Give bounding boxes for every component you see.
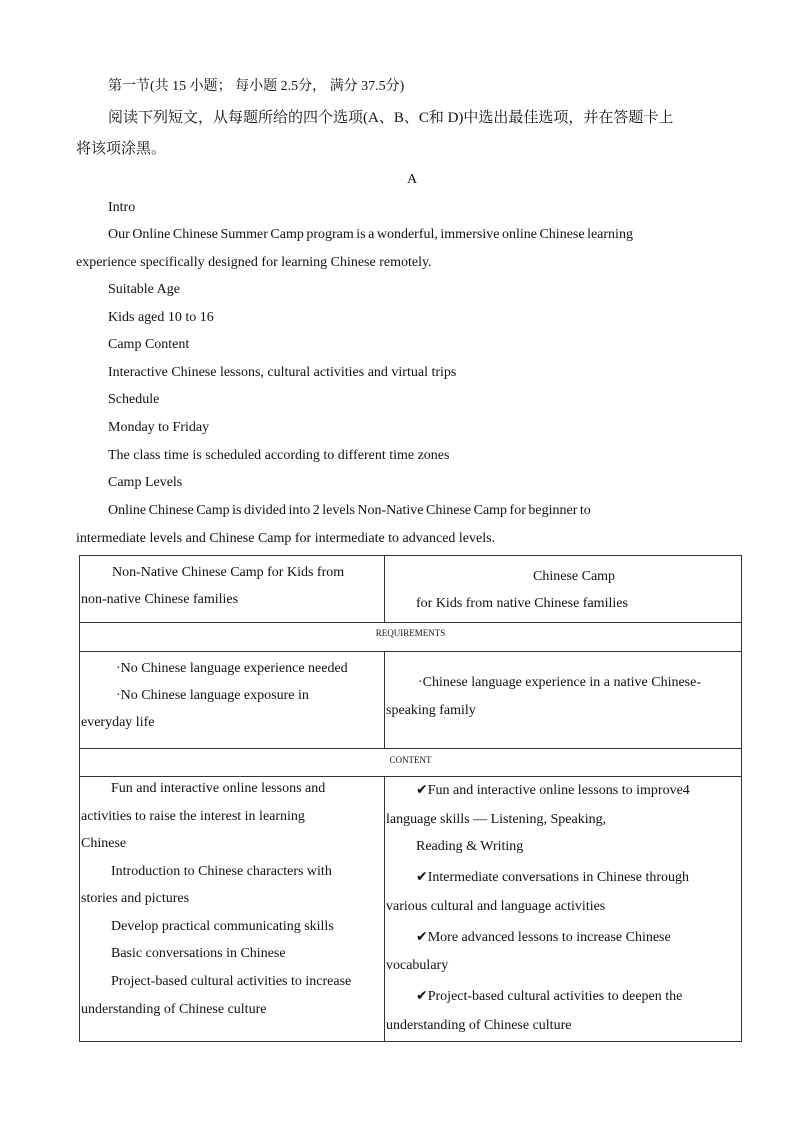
levels-line-1: Online Chinese Camp is divided into 2 levels Non-Native Chinese Camp for beginner to: [108, 503, 591, 518]
col2-header: [385, 556, 742, 622]
content-col2-line-2: language skills — Listening, Speaking,: [386, 812, 607, 827]
intro-line-1: Our Online Chinese Summer Camp program is a wonderful, immersive online Chinese learning: [108, 227, 633, 242]
camp-comparison-table: [79, 555, 742, 1042]
content-col2-line-9: understanding of Chinese culture: [386, 1018, 572, 1033]
content-col1-line-3: Chinese: [81, 836, 127, 851]
content-col1-line-5: stories and pictures: [81, 891, 190, 906]
schedule-heading: Schedule: [108, 392, 160, 407]
content-col2-text-1: Fun and interactive online lessons to improve4: [427, 783, 690, 798]
levels-line-2: intermediate levels and Chinese Camp for intermediate to advanced levels.: [76, 531, 496, 546]
content-col1-line-9: understanding of Chinese culture: [81, 1002, 267, 1017]
content-col2-line-6: [416, 928, 671, 947]
content-col2-line-1: [416, 781, 690, 800]
col1-header-line-1: Non-Native Chinese Camp for Kids from: [112, 565, 345, 580]
age-text: Kids aged 10 to 16: [108, 310, 214, 325]
col1-header: [80, 556, 384, 622]
checkmark-icon: ✔: [416, 869, 428, 885]
content-col1: [80, 777, 384, 1042]
req-col1-line-1: ·No Chinese language experience needed: [116, 661, 348, 676]
content-col1-line-4: Introduction to Chinese characters with: [111, 864, 332, 879]
content-text: Interactive Chinese lessons, cultural activities and virtual trips: [108, 365, 457, 380]
content-col2-text-8: Project-based cultural activities to deepen the: [427, 989, 683, 1004]
col2-header-line-2: for Kids from native Chinese families: [416, 596, 628, 611]
content-col1-line-6: Develop practical communicating skills: [111, 919, 334, 934]
content-col2-line-4: [416, 868, 689, 887]
col1-header-line-2: non-native Chinese families: [81, 592, 239, 607]
intro-line-2: experience specifically designed for learning Chinese remotely.: [76, 255, 432, 270]
col2-header-line-1: Chinese Camp: [533, 569, 616, 584]
requirements-label: REQUIREMENTS: [375, 628, 446, 638]
requirements-col2: [385, 652, 742, 748]
content-col2-line-8: [416, 987, 682, 1006]
req-col1-line-2: ·No Chinese language exposure in: [116, 688, 309, 703]
req-col1-line-3: everyday life: [81, 715, 155, 730]
age-heading: Suitable Age: [108, 282, 180, 297]
content-col2-text-6: More advanced lessons to increase Chinese: [427, 930, 671, 945]
content-col1-line-2: activities to raise the interest in learning: [81, 809, 305, 824]
checkmark-icon: ✔: [416, 929, 428, 945]
requirements-col1: [80, 652, 384, 748]
schedule-note: The class time is scheduled according to different time zones: [108, 448, 450, 463]
instructions-line-2: 将该项涂黑。: [76, 141, 167, 157]
passage-label: A: [407, 172, 418, 187]
intro-heading: Intro: [108, 200, 136, 215]
content-col1-line-8: Project-based cultural activities to increase: [111, 974, 352, 989]
section-header: 第一节(共 15 小题； 每小题 2.5分， 满分 37.5分): [108, 79, 405, 94]
content-col1-line-1: Fun and interactive online lessons and: [111, 781, 326, 796]
req-col2-line-1: ·Chinese language experience in a native Chinese-: [418, 675, 701, 690]
instructions-line-1: 阅读下列短文，从每题所给的四个选项(A、B、C和 D)中选出最佳选项，并在答题卡上: [108, 110, 674, 126]
content-col1-line-7: Basic conversations in Chinese: [111, 946, 286, 961]
levels-heading: Camp Levels: [108, 475, 183, 490]
checkmark-icon: ✔: [416, 782, 428, 798]
content-col2-line-5: various cultural and language activities: [386, 899, 606, 914]
content-col2-text-4: Intermediate conversations in Chinese through: [427, 870, 689, 885]
content-col2: [385, 777, 742, 1042]
content-col2-line-3: Reading & Writing: [416, 839, 524, 854]
req-col2-line-2: speaking family: [386, 703, 476, 718]
content-label: CONTENT: [389, 755, 432, 765]
content-col2-line-7: vocabulary: [386, 958, 449, 973]
schedule-days: Monday to Friday: [108, 420, 210, 435]
checkmark-icon: ✔: [416, 988, 428, 1004]
content-heading: Camp Content: [108, 337, 190, 352]
